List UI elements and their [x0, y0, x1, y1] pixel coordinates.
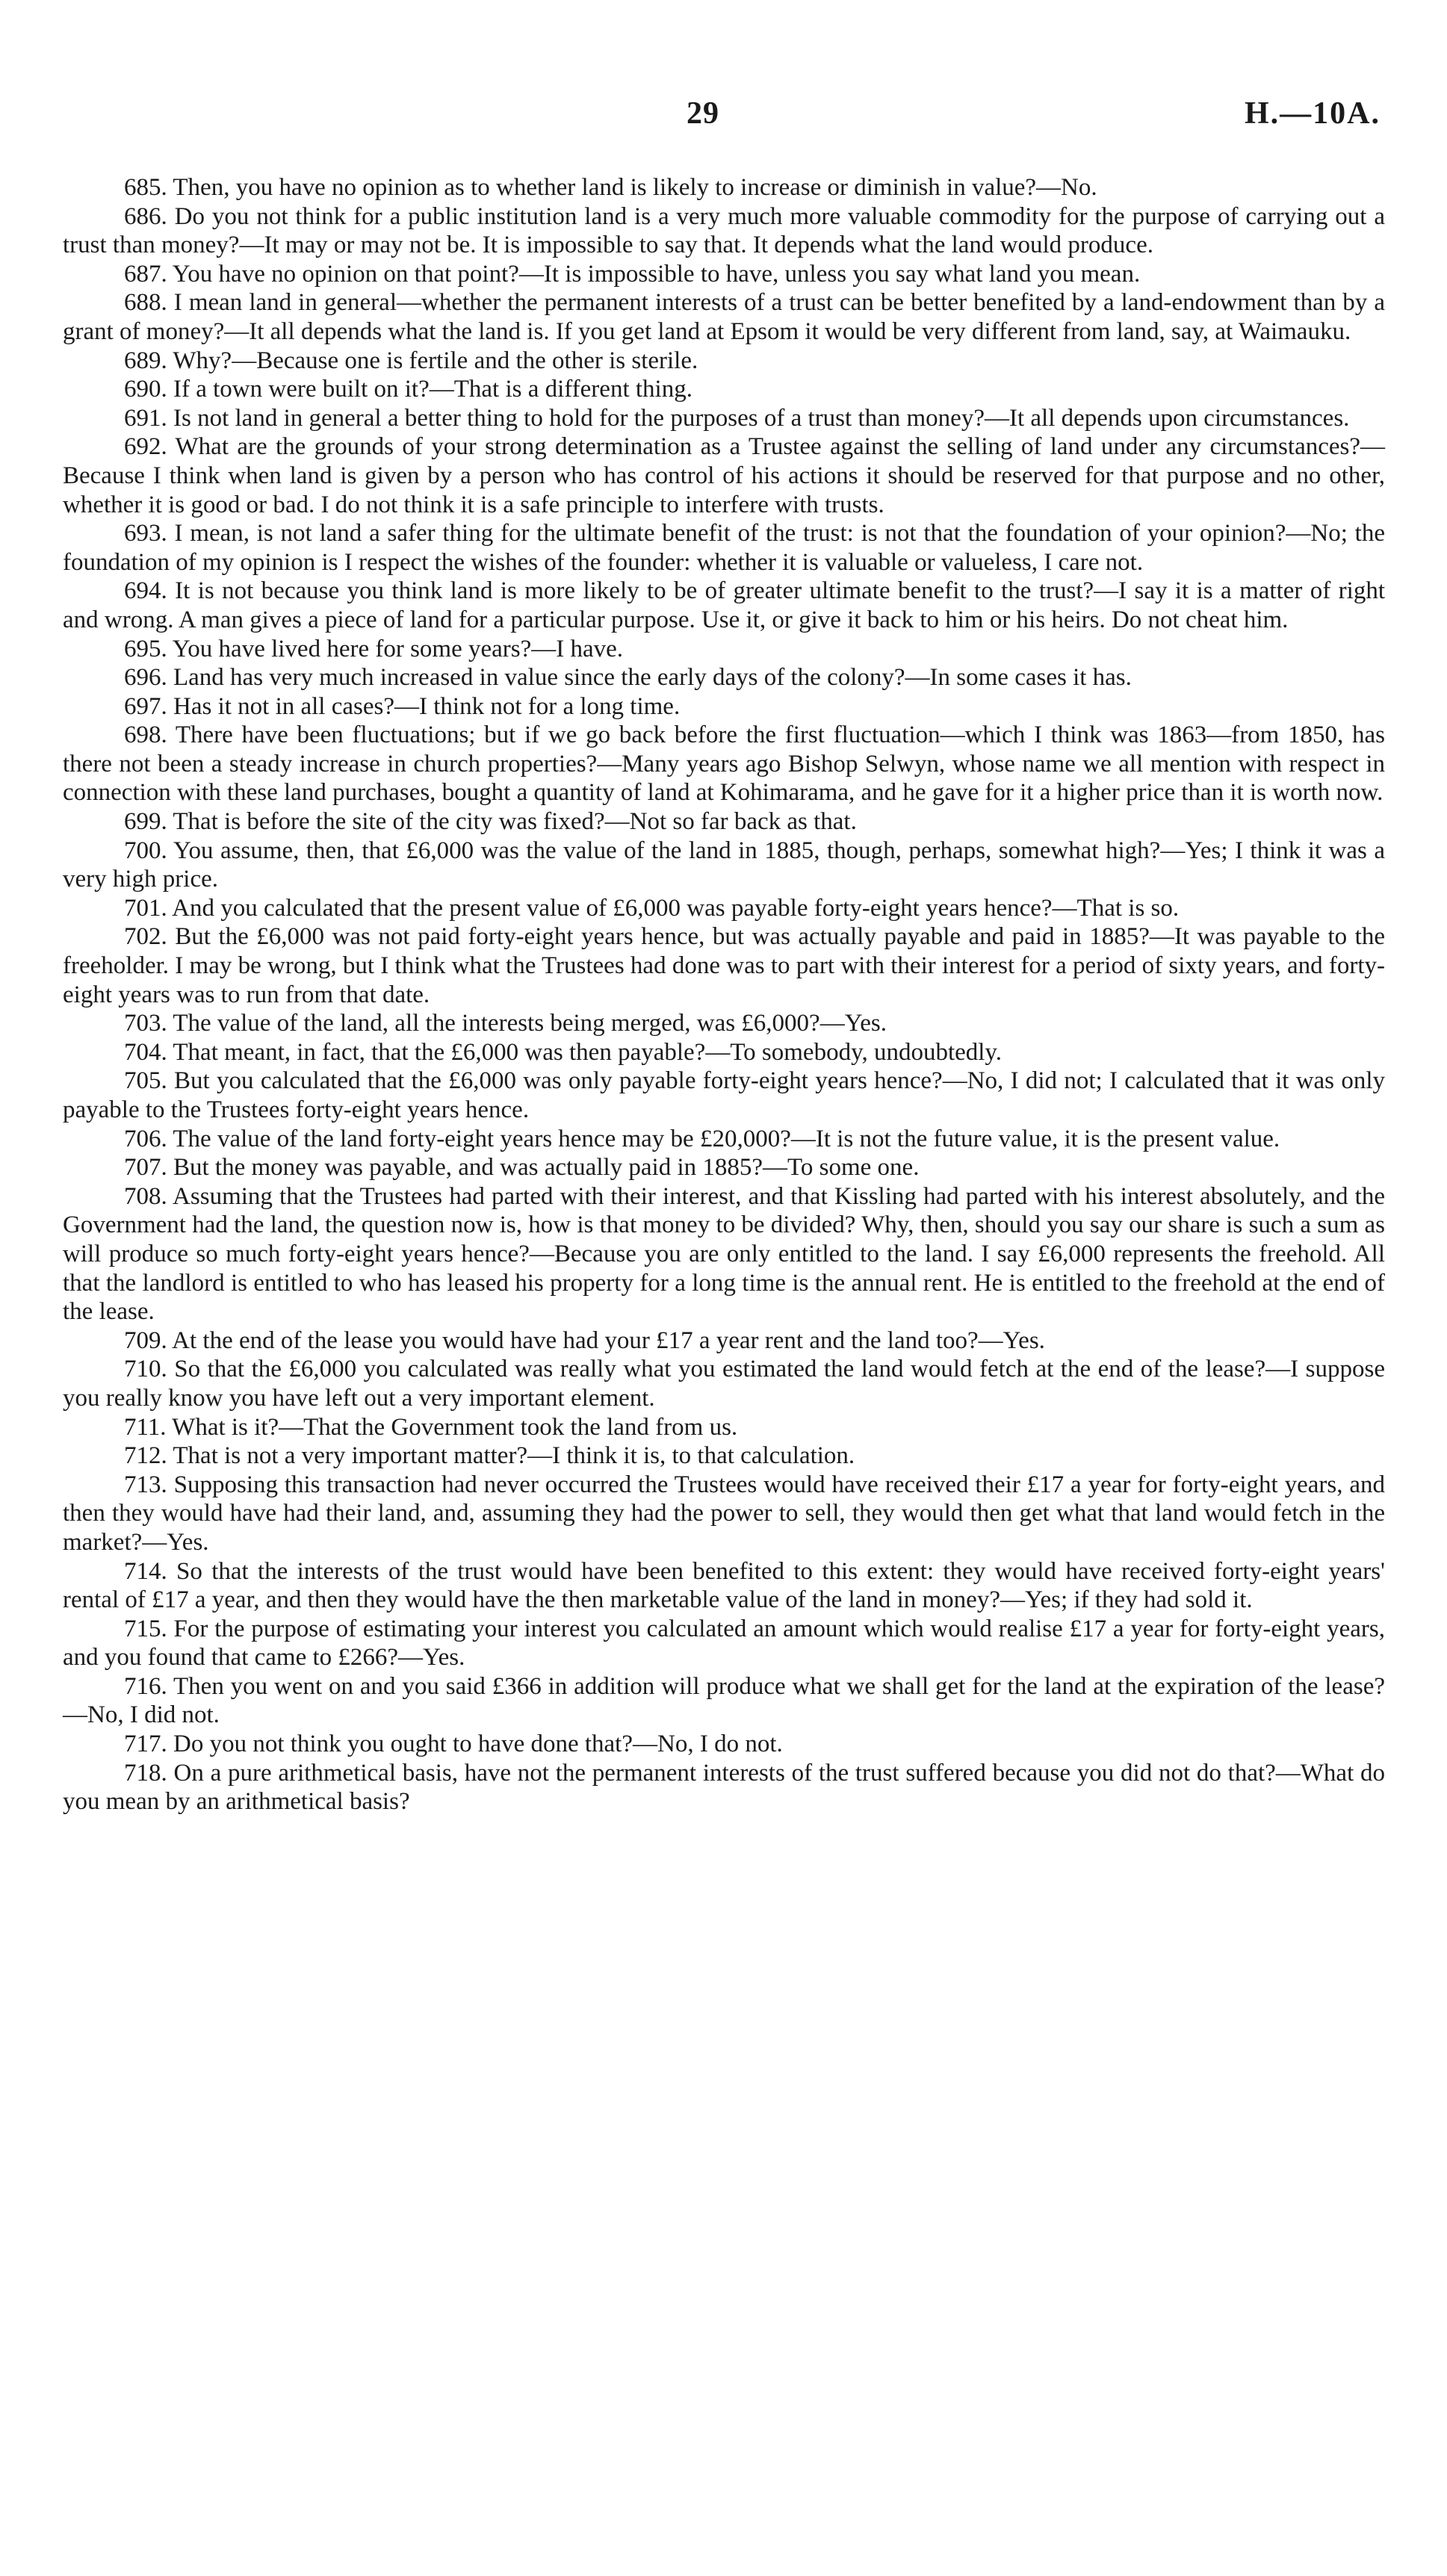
question-710: 710. So that the £6,000 you calculated was really what you estimated the land would fetch at the end of the lease?—I suppose you really know you have left out a very important element.: [63, 1356, 1385, 1412]
question-716: 716. Then you went on and you said £366 in addition will produce what we shall get for the land at the expiration of the lease?—No, I did not.: [63, 1672, 1385, 1729]
document-reference: H.—10A.: [1245, 96, 1381, 131]
question-695: 695. You have lived here for some years?—I have.: [124, 635, 624, 662]
question-718: 718. On a pure arithmetical basis, have not the permanent interests of the trust suffered because you did not do that?—What do you mean by an arithmetical basis?: [63, 1759, 1385, 1816]
question-712: 712. That is not a very important matter?—I think it is, to that calculation.: [124, 1442, 855, 1470]
page-header: [63, 96, 1385, 140]
document-page: [63, 0, 1385, 2576]
question-693: 693. I mean, is not land a safer thing for the ultimate benefit of the trust: is not that the foundation of your opinion?—No; the foundation of my opinion is I respect the wishes of the founder: whether it is valuable or valueless, I care not.: [63, 520, 1385, 576]
question-701: 701. And you calculated that the present value of £6,000 was payable forty-eight years hence?—That is so.: [124, 894, 1180, 922]
testimony-body: [63, 173, 1385, 1816]
question-711: 711. What is it?—That the Government took the land from us.: [124, 1413, 738, 1441]
question-709: 709. At the end of the lease you would have had your £17 a year rent and the land too?—Yes.: [124, 1326, 1045, 1354]
question-704: 704. That meant, in fact, that the £6,000 was then payable?—To somebody, undoubtedly.: [124, 1038, 1003, 1066]
question-707: 707. But the money was payable, and was actually paid in 1885?—To some one.: [124, 1154, 920, 1182]
question-687: 687. You have no opinion on that point?—It is impossible to have, unless you say what land you mean.: [124, 260, 1141, 288]
question-700: 700. You assume, then, that £6,000 was the value of the land in 1885, though, perhaps, somewhat high?—Yes; I think it was a very high price.: [63, 837, 1385, 893]
question-692: 692. What are the grounds of your strong determination as a Trustee against the selling of land under any circumstances?—Because I think when land is given by a person who has control of his actions it should be reserved for that purpose and no other, whether it is good or bad. I do not think it is a safe principle to interfere with trusts.: [63, 433, 1385, 518]
question-688: 688. I mean land in general—whether the permanent interests of a trust can be better benefited by a land-endowment than by a grant of money?—It all depends what the land is. If you get land at Epsom it would be very different from land, say, at Waimauku.: [63, 289, 1385, 345]
question-703: 703. The value of the land, all the interests being merged, was £6,000?—Yes.: [124, 1010, 887, 1037]
question-717: 717. Do you not think you ought to have done that?—No, I do not.: [124, 1731, 783, 1758]
question-706: 706. The value of the land forty-eight years hence may be £20,000?—It is not the future value, it is the present value.: [124, 1125, 1280, 1152]
question-694: 694. It is not because you think land is more likely to be of greater ultimate benefit to the trust?—I say it is a matter of right and wrong. A man gives a piece of land for a particular purpose. Use it, or give it back to him or his heirs. Do not cheat him.: [63, 577, 1385, 633]
question-702: 702. But the £6,000 was not paid forty-eight years hence, but was actually payable and paid in 1885?—It was payable to the freeholder. I may be wrong, but I think what the Trustees had done was to part with their interest for a period of sixty years, and forty-eight years was to run from that date.: [63, 923, 1385, 1008]
question-698: 698. There have been fluctuations; but if we go back before the first fluctuation—which I think was 1863—from 1850, has there not been a steady increase in church properties?—Many years ago Bishop Selwyn, whose name we all mention with respect in connection with these land purchases, bought a quantity of land at Kohimarama, and he gave for it a higher price than it is worth now.: [63, 721, 1385, 807]
question-713: 713. Supposing this transaction had never occurred the Trustees would have received their £17 a year for forty-eight years, and then they would have had their land, and, assuming they had the power to sell, they would then get what that land would fetch in the market?—Yes.: [63, 1471, 1385, 1556]
question-708: 708. Assuming that the Trustees had parted with their interest, and that Kissling had parted with his interest absolutely, and the Government had the land, the question now is, how is that money to be divided? Why, then, should you say our share is such a sum as will produce so much forty-eight years hence?—Because you are only entitled to the land. I say £6,000 represents the freehold. All that the landlord is entitled to who has leased his property for a long time is the annual rent. He is entitled to the freehold at the end of the lease.: [63, 1182, 1385, 1326]
question-715: 715. For the purpose of estimating your interest you calculated an amount which would realise £17 a year for forty-eight years, and you found that came to £266?—Yes.: [63, 1615, 1385, 1672]
page-number: 29: [687, 96, 719, 131]
question-714: 714. So that the interests of the trust would have been benefited to this extent: they would have received forty-eight years' rental of £17 a year, and then they would have the then marketable value of the land in money?—Yes; if they had sold it.: [63, 1557, 1385, 1614]
question-689: 689. Why?—Because one is fertile and the other is sterile.: [124, 347, 698, 374]
question-699: 699. That is before the site of the city was fixed?—Not so far back as that.: [124, 808, 857, 836]
question-696: 696. Land has very much increased in value since the early days of the colony?—In some cases it has.: [124, 664, 1132, 692]
question-697: 697. Has it not in all cases?—I think not for a long time.: [124, 692, 681, 720]
question-691: 691. Is not land in general a better thing to hold for the purposes of a trust than money?—It all depends upon circumstances.: [124, 404, 1350, 432]
question-686: 686. Do you not think for a public institution land is a very much more valuable commodity for the purpose of carrying out a trust than money?—It may or may not be. It is impossible to say that. It depends what the land would produce.: [63, 202, 1385, 259]
question-690: 690. If a town were built on it?—That is a different thing.: [124, 376, 692, 403]
question-685: 685. Then, you have no opinion as to whether land is likely to increase or diminish in value?—No.: [124, 174, 1097, 201]
question-705: 705. But you calculated that the £6,000 was only payable forty-eight years hence?—No, I did not; I calculated that it was only payable to the Trustees forty-eight years hence.: [63, 1067, 1385, 1123]
